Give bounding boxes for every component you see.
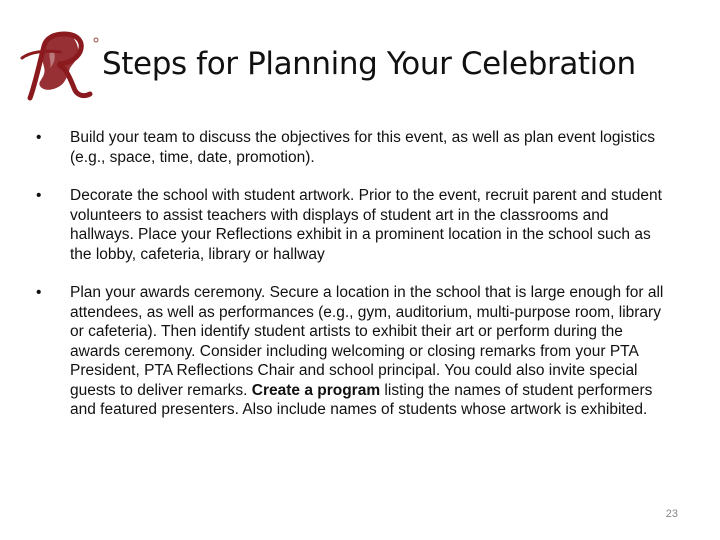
bullet-item <box>34 283 674 420</box>
bullet-list <box>34 128 674 439</box>
bullet-text-before: Plan your awards ceremony. Secure a location in the school that is large enough for all attendees, as well as performances (e.g., gym, auditorium, multi-purpose room, library or cafeteria). Then identify student artists to exhibit their art or perform during the awards ceremony. Consider including welcoming or closing remarks from your PTA President, PTA Reflections Chair and school principal. You could also invite special guests to deliver remarks. <box>70 284 664 399</box>
bullet-text: Decorate the school with student artwork. Prior to the event, recruit parent and student volunteers to assist teachers with displays of student art in the classrooms and hallways. Place your Reflections exhibit in a prominent location in the school such as the lobby, cafeteria, library or hallway <box>70 187 662 263</box>
bullet-dot-icon: • <box>36 187 42 204</box>
bullet-text-after: listing the names of student performers and featured presenters. Also include names of students whose artwork is exhibited. <box>70 381 653 418</box>
page-number: 23 <box>665 508 678 520</box>
bullet-text <box>70 284 663 418</box>
slide-title: Steps for Planning Your Celebration <box>102 46 636 82</box>
reflections-r-logo-icon <box>20 28 102 102</box>
reflections-logo <box>20 28 102 102</box>
bullet-text: Build your team to discuss the objectives for this event, as well as plan event logistics (e.g., space, time, date, promotion). <box>70 129 655 166</box>
create-program-emphasis: Create a program <box>251 381 381 399</box>
bullet-item <box>34 186 674 264</box>
bullet-item <box>34 128 674 167</box>
bullet-dot-icon: • <box>36 284 42 301</box>
bullet-dot-icon: • <box>36 129 42 146</box>
